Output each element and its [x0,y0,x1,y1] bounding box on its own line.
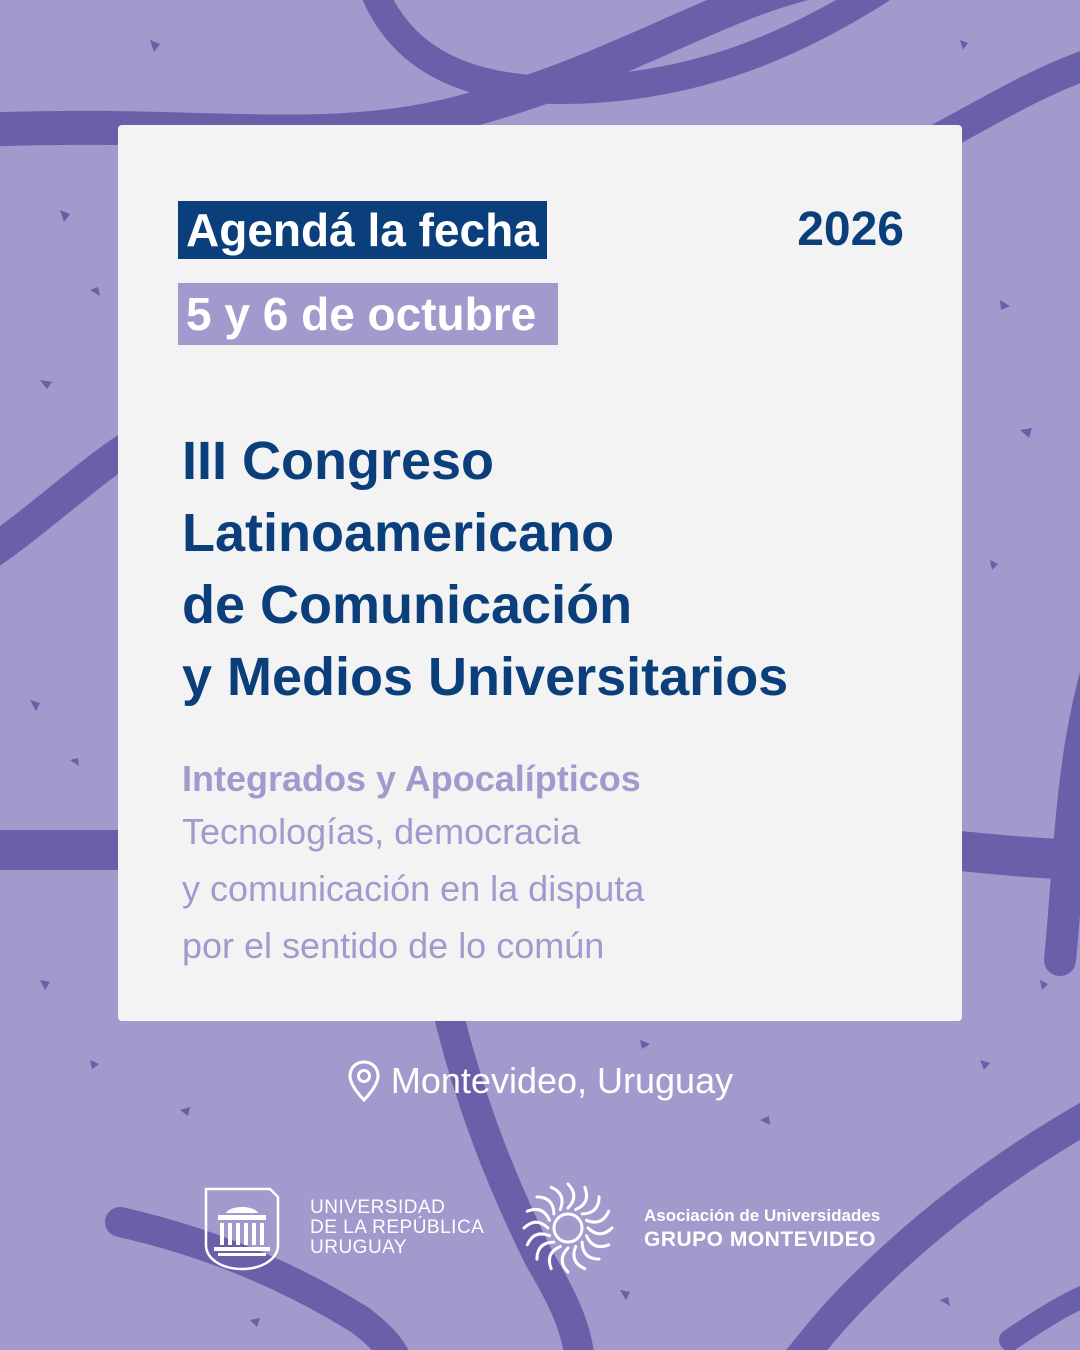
sun-ray [587,1236,609,1247]
augm-logo [520,1180,880,1276]
augm-name [644,1204,880,1252]
event-year: 2026 [797,203,904,256]
university-building-icon [204,1185,280,1271]
map-pin-icon [347,1060,381,1102]
sun-ray [524,1222,548,1228]
event-location [0,1060,1080,1102]
title-line-1: III Congreso [182,431,495,491]
save-the-date-badge: Agendá la fecha [178,201,547,259]
event-title [182,425,942,713]
sun-rays-icon [520,1180,616,1276]
title-line-4: y Medios Universitarios [182,647,789,707]
udelar-line-3: URUGUAY [310,1237,408,1258]
theme-line-2: y comunicación en la disputa [182,868,645,909]
sun-ray [527,1209,549,1220]
udelar-name [310,1198,484,1258]
udelar-line-2: DE LA REPÚBLICA [310,1217,485,1238]
sun-ray [568,1184,574,1208]
location-text: Montevideo, Uruguay [390,1060,734,1101]
sun-ray [576,1187,587,1209]
udelar-line-1: UNIVERSIDAD [310,1197,446,1218]
event-subtitle: Integrados y Apocalípticos [182,758,641,799]
event-dates-badge: 5 y 6 de octubre [178,283,558,345]
augm-line-2: GRUPO MONTEVIDEO [644,1228,877,1251]
augm-line-1: Asociación de Universidades [644,1206,881,1225]
udelar-logo [204,1185,484,1271]
theme-line-3: por el sentido de lo común [182,925,605,966]
theme-line-1: Tecnologías, democracia [182,811,581,852]
title-line-3: de Comunicación [182,575,633,635]
sun-ray [588,1228,612,1234]
event-theme [182,803,922,974]
title-line-2: Latinoamericano [182,503,615,563]
sun-ray [562,1248,568,1272]
event-card [118,125,962,1021]
sun-ray [549,1247,560,1269]
